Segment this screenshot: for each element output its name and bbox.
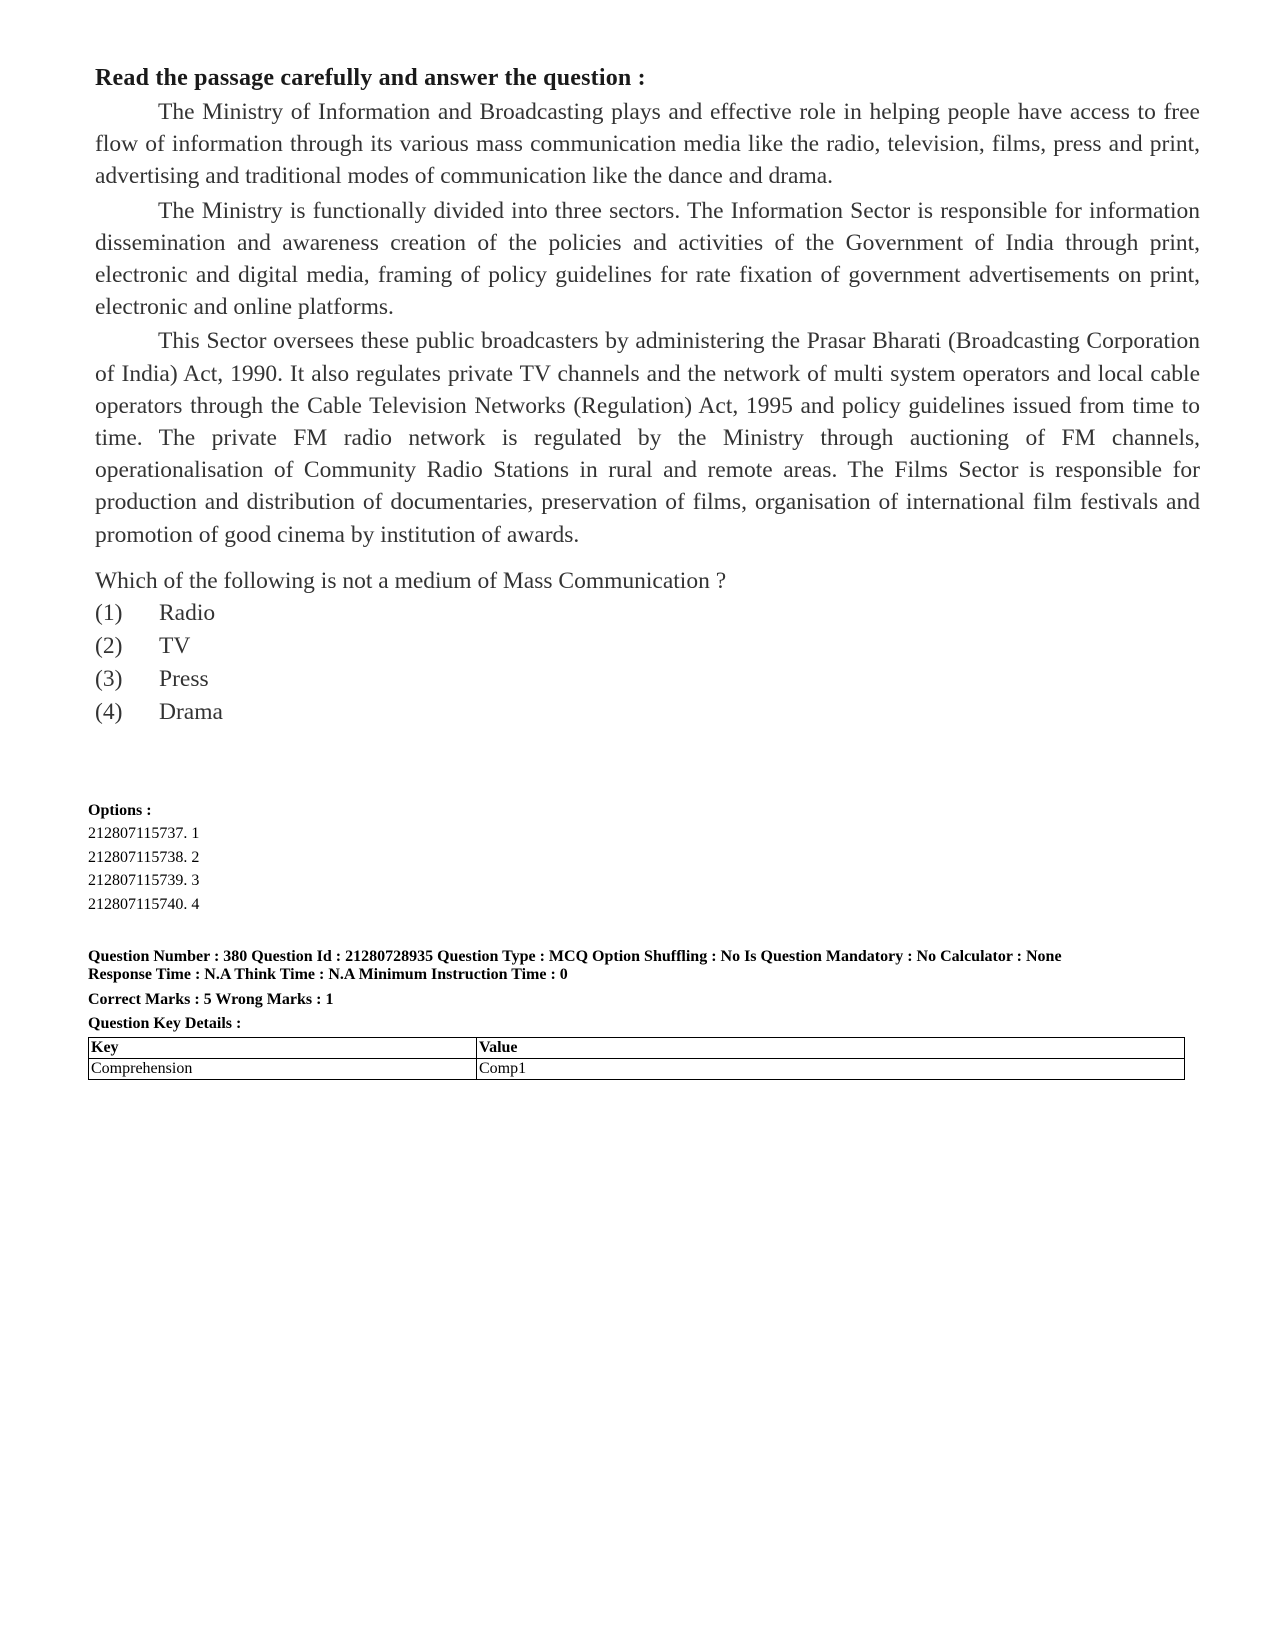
passage-paragraph-1: The Ministry of Information and Broadcasting plays and effective role in helping people have access to free flow of information through its various mass communication media like the radio, television, films, press and print, advertising and traditional modes of communication like the dance and drama.	[95, 99, 1200, 190]
question-info-line-1: Question Number : 380 Question Id : 21280728935 Question Type : MCQ Option Shuffling : No Is Question Mandatory : No Calculator : None	[88, 948, 1062, 965]
choice-item	[95, 663, 1200, 696]
choice-number: (2)	[95, 632, 123, 659]
table-cell-value: Comp1	[477, 1059, 1185, 1080]
option-item: 212807115738. 2	[88, 848, 200, 866]
choice-text: Press	[159, 665, 209, 692]
choice-number: (3)	[95, 665, 123, 692]
table-header-key: Key	[89, 1038, 477, 1059]
choice-text: TV	[159, 632, 191, 659]
question-meta	[88, 800, 1198, 1080]
option-item: 212807115740. 4	[88, 895, 200, 913]
passage-paragraph-2: The Ministry is functionally divided into three sectors. The Information Sector is responsible for information dissemination and awareness creation of the policies and activities of the Government of India through print, electronic and digital media, framing of policy guidelines for rate fixation of government advertisements on print, electronic and online platforms.	[95, 197, 1200, 321]
question-text: Which of the following is not a medium of Mass Communication ?	[95, 567, 727, 594]
choice-text: Radio	[159, 599, 216, 626]
choice-list	[95, 597, 1200, 729]
key-details-table	[88, 1037, 1185, 1080]
key-details-label: Question Key Details :	[88, 1015, 242, 1032]
table-cell-key: Comprehension	[89, 1059, 477, 1080]
question-info	[88, 948, 1198, 984]
table-row	[89, 1059, 1185, 1080]
question-info-line-2: Response Time : N.A Think Time : N.A Minimum Instruction Time : 0	[88, 966, 568, 983]
choice-item	[95, 696, 1200, 729]
choice-text: Drama	[159, 698, 223, 725]
choice-number: (4)	[95, 698, 123, 725]
choice-item	[95, 597, 1200, 630]
options-label: Options :	[88, 802, 152, 819]
table-header-value: Value	[477, 1038, 1185, 1059]
choice-number: (1)	[95, 599, 123, 626]
passage-image	[95, 60, 1200, 729]
passage-heading: Read the passage carefully and answer the question :	[95, 65, 646, 91]
option-item: 212807115737. 1	[88, 825, 200, 842]
marks-info: Correct Marks : 5 Wrong Marks : 1	[88, 991, 334, 1008]
passage-paragraph-3: This Sector oversees these public broadcasters by administering the Prasar Bharati (Broadcasting Corporation of India) Act, 1990. It also regulates private TV channels and the network of multi system operators and local cable operators through the Cable Television Networks (Regulation) Act, 1995 and policy guidelines issued from time to time. The private FM radio network is regulated by the Ministry through auctioning of FM channels, operationalisation of Community Radio Stations in rural and remote areas. The Films Sector is responsible for production and distribution of documentaries, preservation of films, organisation of international film festivals and promotion of good cinema by institution of awards.	[95, 328, 1200, 548]
table-header-row	[89, 1038, 1185, 1059]
option-item: 212807115739. 3	[88, 872, 200, 889]
choice-item	[95, 630, 1200, 663]
